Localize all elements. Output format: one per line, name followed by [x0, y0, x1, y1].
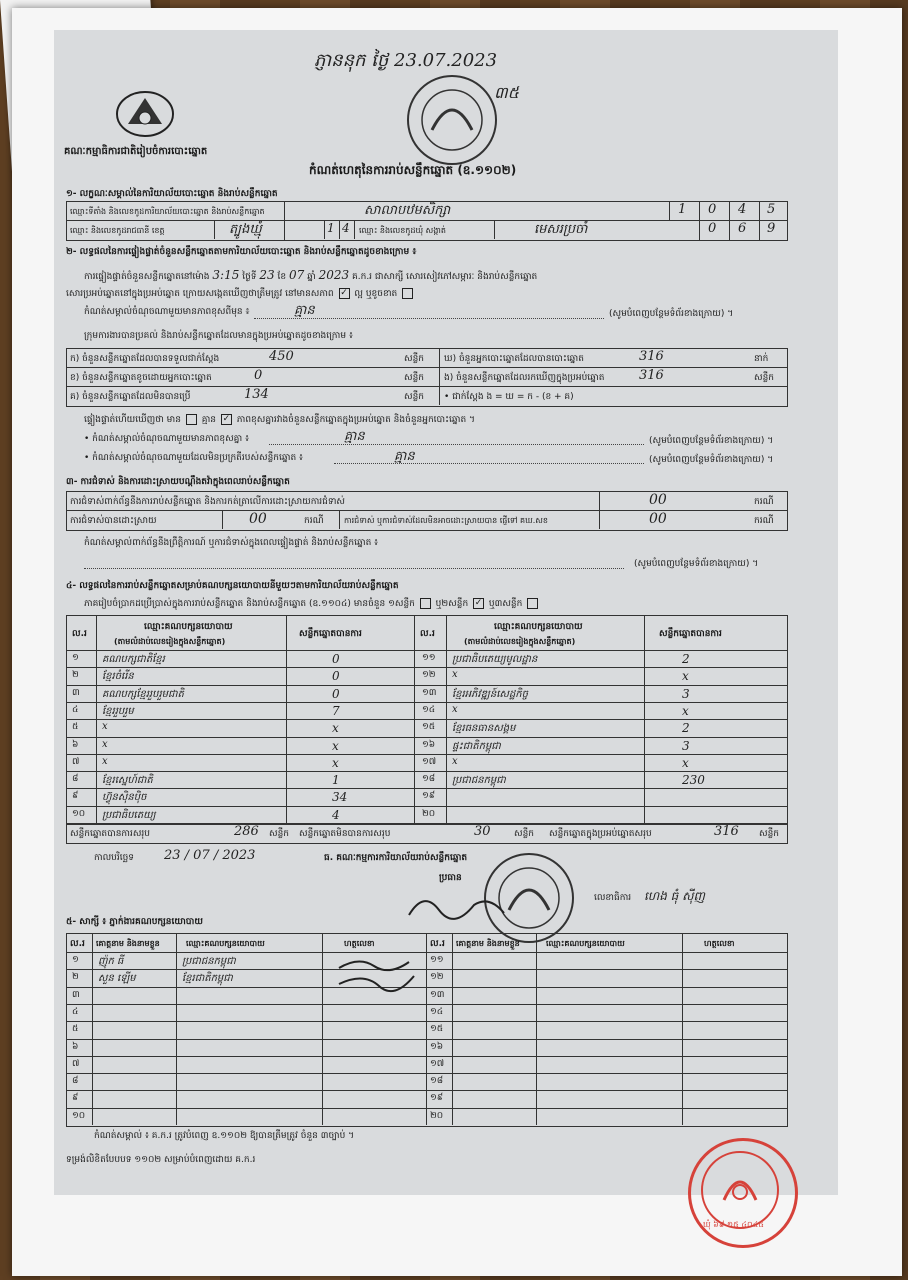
witness-col-sign: ហត្ថលេខា — [704, 939, 735, 948]
box-count-value: 316 — [639, 368, 664, 383]
witness-row-number: ២០ — [430, 1110, 444, 1121]
result-party-name: ខ្មែរធនធានសង្គម — [452, 723, 516, 735]
secretary-value: ហេង ធុំ ស៊ីញ — [644, 889, 705, 903]
verify-year: 2023 — [318, 268, 350, 282]
witness-col-party: ឈ្មោះគណបក្សនយោបាយ — [546, 939, 625, 948]
result-party-name: x — [452, 703, 458, 715]
count-intro: ក្រុមការងារបានប្រគល់ និងរាប់សន្លឹកឆ្នោតដែលមានក្នុងប្រអប់ឆ្នោតដូចខាងក្រោម ៖ — [84, 331, 353, 341]
national-emblem-icon — [114, 88, 176, 140]
witness-row-number: ១៩ — [430, 1093, 444, 1104]
stamp-number: ឃុំ ៦៩ ១៥ ៤០៤៥ — [703, 1220, 764, 1229]
witness-col-name: គោត្តនាម និងនាមខ្លួន — [456, 939, 520, 948]
voters-value: 316 — [639, 349, 664, 364]
witness-row-number: ១ — [72, 955, 79, 965]
result-row-number: ៦ — [72, 739, 79, 750]
result-votes: x — [332, 738, 339, 753]
election-form — [54, 30, 838, 1195]
handwritten-date-note: ភ្ញាននុក ថ្ងៃ 23.07.2023 — [314, 50, 498, 71]
province-code-digit: 4 — [342, 221, 350, 235]
resolved-value: 00 — [249, 511, 267, 527]
objection-value: 00 — [649, 492, 667, 508]
objection-label: ការជំទាស់ពាក់ព័ន្ធនឹងការរាប់សន្លឹកឆ្នោត និងការកត់ត្រាលើការដោះស្រាយការជំទាស់ — [70, 497, 345, 507]
witness-row-number: ៨ — [72, 1076, 79, 1087]
location-value: សាលាបឋមសិក្សា — [364, 203, 451, 218]
totals-row — [66, 823, 788, 844]
result-votes: 2 — [682, 721, 690, 736]
col-party-header: ឈ្មោះគណបក្សនយោបាយ — [144, 622, 233, 632]
witness-row-number: ១៧ — [430, 1058, 445, 1069]
invalid-total-value: 30 — [474, 824, 491, 839]
col-party-sub: (តាមលំដាប់លេខរៀងក្នុងសន្លឹកឆ្នោត) — [114, 637, 226, 646]
valid-total-value: 286 — [234, 824, 259, 839]
result-party-name: x — [102, 721, 108, 733]
result-votes: x — [682, 669, 689, 684]
result-votes: 4 — [332, 807, 340, 822]
objection-hint: (សូមបំពេញបន្ថែមទំព័រខាងក្រោយ) ។ — [634, 559, 759, 569]
witness-col-party: ឈ្មោះគណបក្សនយោបាយ — [186, 939, 265, 948]
witness-row-number: ៣ — [72, 989, 80, 1000]
result-row-number: ១០ — [72, 808, 86, 819]
unit-label: សន្លឹក — [404, 392, 424, 402]
unit-label: សន្លឹក — [404, 373, 424, 383]
result-row-number: ១២ — [422, 670, 436, 681]
note2-value: គ្មាន — [394, 449, 415, 464]
result-party-name: គណបក្សខ្មែររួបរួមជាតិ — [102, 688, 184, 700]
commune-value: មេសរប្រចាំ — [534, 222, 588, 237]
result-row-number: ៩ — [72, 791, 79, 802]
box-count-label: ង) ចំនួនសន្លឹកឆ្នោតដែលរកឃើញក្នុងប្រអប់ឆ្នោត — [444, 373, 605, 383]
witness-row-number: ១៥ — [430, 1024, 444, 1035]
result-party-name: ប្រជាធិបតេយ្យមូលដ្ឋាន — [452, 654, 538, 665]
province-code-digit: 1 — [327, 221, 335, 235]
note1-hint: (សូមបំពេញបន្ថែមទំព័រខាងក្រោយ) ។ — [649, 436, 774, 446]
note1-value: គ្មាន — [344, 429, 365, 444]
result-row-number: ១៨ — [422, 774, 436, 785]
secretary-label: លេខាធិការ — [594, 893, 632, 903]
witness-row-number: ១៣ — [430, 989, 445, 1000]
section1-heading: ១- លក្ខណៈសម្គាល់នៃការិយាល័យបោះឆ្នោត និងរាប់សន្លឹកឆ្នោត — [66, 189, 278, 199]
case-unit: ករណី — [304, 516, 324, 526]
col-party-header: ឈ្មោះគណបក្សនយោបាយ — [494, 622, 583, 632]
result-votes: 2 — [682, 652, 690, 666]
col-party-sub: (តាមលំដាប់លេខរៀងក្នុងសន្លឹកឆ្នោត) — [464, 637, 576, 646]
box-total-label: សន្លឹកឆ្នោតក្នុងប្រអប់ឆ្នោតសរុប — [549, 829, 652, 839]
unit-label: សន្លឹក — [514, 829, 534, 839]
result-row-number: ១៧ — [422, 756, 437, 767]
box-total-value: 316 — [714, 824, 739, 839]
result-votes: 0 — [332, 669, 340, 684]
seal-condition-line: សោរប្រអប់ឆ្នោតនៅក្នុងប្រអប់ឆ្នោត ក្រោយសង្កេតឃើញថាត្រឹមត្រូវ នៅមានសភាព ✓ ល្អ ឬខូចខាត — [66, 288, 415, 301]
result-party-name: ខ្មែរចំរើន — [102, 671, 134, 683]
result-votes: 34 — [332, 790, 348, 805]
result-row-number: ១៦ — [422, 739, 436, 750]
witness-row-number: ៥ — [72, 1024, 79, 1035]
witness-row-number: ១២ — [430, 972, 444, 983]
result-party-name: x — [102, 738, 108, 750]
handwritten-number: ៣៥ — [494, 83, 519, 102]
section5-heading: ៥- សាក្សី ៖ ភ្នាក់ងារគណបក្សនយោបាយ — [66, 917, 203, 927]
commune-seal-top — [402, 70, 502, 170]
location-label: ឈ្មោះទីតាំង និងលេខកូដការិយាល័យបោះឆ្នោត និងរាប់សន្លឹកឆ្នោត — [70, 207, 265, 216]
forwarded-label: ការជំទាស់ ឬការជំទាស់ដែលមិនអាចដោះស្រាយបាន ផ្ញើទៅ គឃ.សខ — [344, 516, 548, 525]
result-row-number: ៣ — [72, 687, 80, 698]
station-code-digit: 0 — [708, 202, 717, 217]
result-votes: x — [332, 755, 339, 770]
result-party-name: ប្រជាជនកម្ពុជា — [452, 775, 506, 787]
result-row-number: ១៥ — [422, 722, 436, 733]
form-footer-note: ទម្រង់លិខិតបែបបទ ១១០២ សម្រាប់បំពេញដោយ គ.ក.រ — [66, 1155, 256, 1165]
note2-hint: (សូមបំពេញបន្ថែមទំព័រខាងក្រោយ) ។ — [649, 455, 774, 465]
witness-party: ប្រជាជនកម្ពុជា — [182, 956, 236, 967]
witness-signatures — [329, 954, 419, 994]
witness-row-number: ១០ — [72, 1110, 86, 1121]
result-votes: x — [332, 721, 339, 736]
witness-name: សួន ឡើម — [98, 973, 136, 985]
footer-note: កំណត់សម្គាល់ ៖ គ.ក.រ ត្រូវបំពេញ ឧ.១១០២ ឱ្យបានត្រឹមត្រូវ ចំនួន ៣ច្បាប់ ។ — [94, 1131, 355, 1141]
witness-party: ខ្មែរជាតិកម្ពុជា — [182, 973, 233, 985]
received-label: ក) ចំនួនសន្លឹកឆ្នោតដែលបានទទួលជាក់ស្តែង — [70, 354, 220, 364]
spoiled-value: 0 — [254, 368, 263, 383]
result-row-number: ២០ — [422, 808, 436, 819]
chair-label: ប្រធាន — [439, 873, 462, 883]
match-yes-checkbox[interactable] — [186, 414, 197, 425]
verify-day: 23 — [259, 268, 275, 282]
count-committee-label: ធ. គណៈកម្មការការិយាល័យរាប់សន្លឹកឆ្នោត — [324, 853, 468, 863]
objection-note: កំណត់សម្គាល់ពាក់ព័ន្ធនឹងព្រឹត្តិការណ៍ ឬការជំទាស់ក្នុងពេលផ្ទៀងផ្ទាត់ និងរាប់សន្លឹកឆ្នោត ៖ — [84, 538, 379, 548]
result-party-name: x — [452, 669, 458, 681]
verify-time: 3:15 — [212, 268, 240, 282]
resolved-label: ការជំទាស់បានដោះស្រាយ — [70, 516, 157, 526]
result-row-number: ៧ — [72, 756, 80, 767]
result-row-number: ៤ — [72, 704, 79, 715]
one-sheet-checkbox[interactable] — [420, 598, 431, 609]
unit-label: សន្លឹក — [754, 373, 774, 383]
remark-value: គ្មាន — [294, 303, 315, 318]
witness-row-number: ១១ — [430, 955, 444, 965]
spoiled-label: ខ) ចំនួនសន្លឹកឆ្នោតខូចដោយអ្នកបោះឆ្នោត — [70, 373, 212, 383]
result-party-name: ផ្ទះជាតិកម្ពុជា — [452, 740, 501, 752]
note2-label: • កំណត់សម្គាល់ចំណុចណាមួយដែលមិនប្រក្រតីរបស់សន្លឹកឆ្នោត ៖ — [84, 453, 303, 463]
result-row-number: ១៣ — [422, 687, 437, 698]
result-party-name: ខ្មែរអភិវឌ្ឍន៍សេដ្ឋកិច្ច — [452, 688, 528, 700]
case-unit: ករណី — [754, 516, 774, 526]
witness-col-no: ល.រ — [70, 939, 85, 949]
result-party-name: ខ្មែរស្នេហ៍ជាតិ — [102, 775, 153, 787]
red-commune-stamp — [688, 1138, 798, 1248]
result-votes: x — [682, 755, 689, 770]
commune-code-digit: 9 — [767, 221, 776, 236]
station-code-digit: 1 — [678, 202, 687, 217]
formula: • ជាក់ស្តែង ង = ឃ = ក - (ខ + គ) — [444, 392, 574, 402]
unused-value: 134 — [244, 387, 269, 402]
date-value: 23 / 07 / 2023 — [164, 848, 256, 863]
result-row-number: ១ — [72, 653, 79, 663]
result-party-name: x — [452, 755, 458, 767]
station-code-digit: 5 — [767, 202, 776, 217]
commune-label: ឈ្មោះ និងលេខកូដឃុំ សង្កាត់ — [359, 226, 446, 235]
witness-name: ញ៉ុក ធី — [98, 956, 124, 967]
result-party-name: ប្រជាធិបតេយ្យ — [102, 809, 156, 821]
verify-month: 07 — [289, 268, 305, 282]
result-votes: 3 — [682, 686, 690, 701]
note1-label: • កំណត់សម្គាល់ចំណុចណាមួយមានភាពខុសគ្នា ៖ — [84, 434, 250, 444]
result-row-number: ៨ — [72, 774, 79, 785]
two-sheet-checkbox[interactable]: ✓ — [474, 598, 483, 608]
result-party-name: ហ៊្វុនស៊ិនប៉ិច — [102, 792, 147, 804]
invalid-total-label: សន្លឹកឆ្នោតមិនបានការសរុប — [299, 829, 391, 839]
paper-sheet — [12, 8, 902, 1276]
witness-row-number: ១៦ — [430, 1041, 444, 1052]
result-votes: 0 — [332, 686, 340, 701]
witness-row-number: ៩ — [72, 1093, 79, 1104]
commune-code-digit: 6 — [738, 221, 747, 236]
result-party-name: ខ្មែររួបរួម — [102, 705, 134, 717]
verify-time-line: ការផ្ទៀងផ្ទាត់ចំនួនសន្លឹកឆ្នោតនៅម៉ោង 3:15 ថ្ងៃទី 23 ខែ 07 ឆ្នាំ 2023 គ.ក.រ ជាសាក្សី សោរសៀវភៅសម្ភារៈ និងរាប់សន្លឹកឆ្នោត — [84, 268, 538, 282]
forwarded-value: 00 — [649, 511, 667, 527]
remark-label: កំណត់សម្គាល់ចំណុចណាមួយមានភាពខុសពីមុន ៖ — [84, 307, 250, 317]
result-votes: 0 — [332, 652, 340, 666]
section3-heading: ៣- ការជំទាស់ និងការដោះស្រាយបណ្តឹងតវ៉ាក្នុងពេលរាប់សន្លឹកឆ្នោត — [66, 477, 290, 487]
unit-label: សន្លឹក — [404, 354, 424, 364]
section4-heading: ៤- លទ្ធផលនៃការរាប់សន្លឹកឆ្នោតសម្រាប់គណបក្សនយោបាយនីមួយៗតាមការិយាល័យរាប់សន្លឹកឆ្នោត — [66, 581, 399, 591]
witness-row-number: ១៤ — [430, 1006, 444, 1017]
result-row-number: ១១ — [422, 653, 436, 663]
result-votes: 230 — [682, 773, 705, 788]
committee-label: គណៈកម្មាធិការជាតិរៀបចំការបោះឆ្នោត — [64, 146, 208, 157]
col-no-header: ល.រ — [420, 629, 435, 639]
result-votes: 1 — [332, 773, 340, 788]
result-party-name: គណបក្សជាតិខ្មែរ — [102, 654, 165, 665]
result-row-number: ១៩ — [422, 791, 436, 802]
unit-label: សន្លឹក — [759, 829, 779, 839]
valid-total-label: សន្លឹកឆ្នោតបានការសរុប — [70, 829, 150, 839]
result-votes: 3 — [682, 738, 690, 753]
witness-col-name: គោត្តនាម និងនាមខ្លួន — [96, 939, 160, 948]
three-sheet-checkbox[interactable] — [527, 598, 538, 609]
station-code-digit: 4 — [738, 202, 747, 217]
witness-row-number: ៤ — [72, 1006, 79, 1017]
voters-label: ឃ) ចំនួនអ្នកបោះឆ្នោតដែលបានបោះឆ្នោត — [444, 354, 584, 364]
col-no-header: ល.រ — [72, 629, 87, 639]
match-line: ផ្ទៀងផ្ទាត់ហើយឃើញថា មាន គ្មាន ✓ ភាពខុសគ្នារវាងចំនួនសន្លឹកឆ្នោតក្នុងប្រអប់ឆ្នោត និងចំនួនអ្នកបោះឆ្នោត ។ — [84, 414, 475, 425]
form-title: កំណត់ហេតុនៃការរាប់សន្លឹកឆ្នោត (ឧ.១១០២) — [309, 163, 517, 177]
remark-hint: (សូមបំពេញបន្ថែមទំព័រខាងក្រោយ) ។ — [609, 309, 734, 319]
received-value: 450 — [269, 349, 294, 364]
date-label: កាលបរិច្ឆេទ — [94, 853, 134, 863]
chair-signature — [404, 885, 514, 925]
witness-row-number: ៧ — [72, 1058, 80, 1069]
witness-table — [66, 933, 788, 1127]
result-row-number: ៥ — [72, 722, 79, 733]
witness-row-number: ៦ — [72, 1041, 79, 1052]
witness-col-no: ល.រ — [430, 939, 445, 949]
result-party-name: x — [102, 755, 108, 767]
col-votes-header: សន្លឹកឆ្នោតបានការ — [659, 629, 722, 639]
unit-label: សន្លឹក — [269, 829, 289, 839]
case-unit: ករណី — [754, 497, 774, 507]
match-no-checkbox[interactable]: ✓ — [222, 414, 231, 424]
witness-row-number: ១៨ — [430, 1076, 444, 1087]
witness-row-number: ២ — [72, 972, 79, 983]
damaged-checkbox[interactable] — [402, 288, 413, 299]
witness-col-sign: ហត្ថលេខា — [344, 939, 375, 948]
result-votes: 7 — [332, 703, 340, 718]
commune-code-digit: 0 — [708, 221, 717, 236]
col-votes-header: សន្លឹកឆ្នោតបានការ — [299, 629, 362, 639]
province-label: ឈ្មោះ និងលេខកូដរាជធានី ខេត្ត — [70, 226, 165, 235]
result-row-number: ២ — [72, 670, 79, 681]
province-value: ត្បូងឃ្មុំ — [229, 222, 262, 237]
section2-heading: ២- លទ្ធផលនៃការផ្ទៀងផ្ទាត់ចំនួនសន្លឹកឆ្នោតតាមការិយាល័យបោះឆ្នោត និងរាប់សន្លឹកឆ្នោតដូចខាងក្រោម ៖ — [66, 247, 417, 257]
result-sheets-line: ភាគរៀបចំប្រាកដប្រើប្រាស់ក្នុងការរាប់សន្លឹកឆ្នោត និងរាប់សន្លឹកឆ្នោត (ឧ.១១០៤) មានចំនួន ១សន្លឹក ឬ២សន្លឹក ✓ ឬ៣សន្លឹក — [84, 598, 540, 611]
result-votes: x — [682, 703, 689, 718]
result-row-number: ១៤ — [422, 704, 436, 715]
condition-checkbox[interactable]: ✓ — [340, 288, 348, 298]
unused-label: គ) ចំនួនសន្លឹកឆ្នោតដែលមិនបានប្រើ — [70, 392, 191, 402]
voters-unit: នាក់ — [754, 354, 769, 364]
